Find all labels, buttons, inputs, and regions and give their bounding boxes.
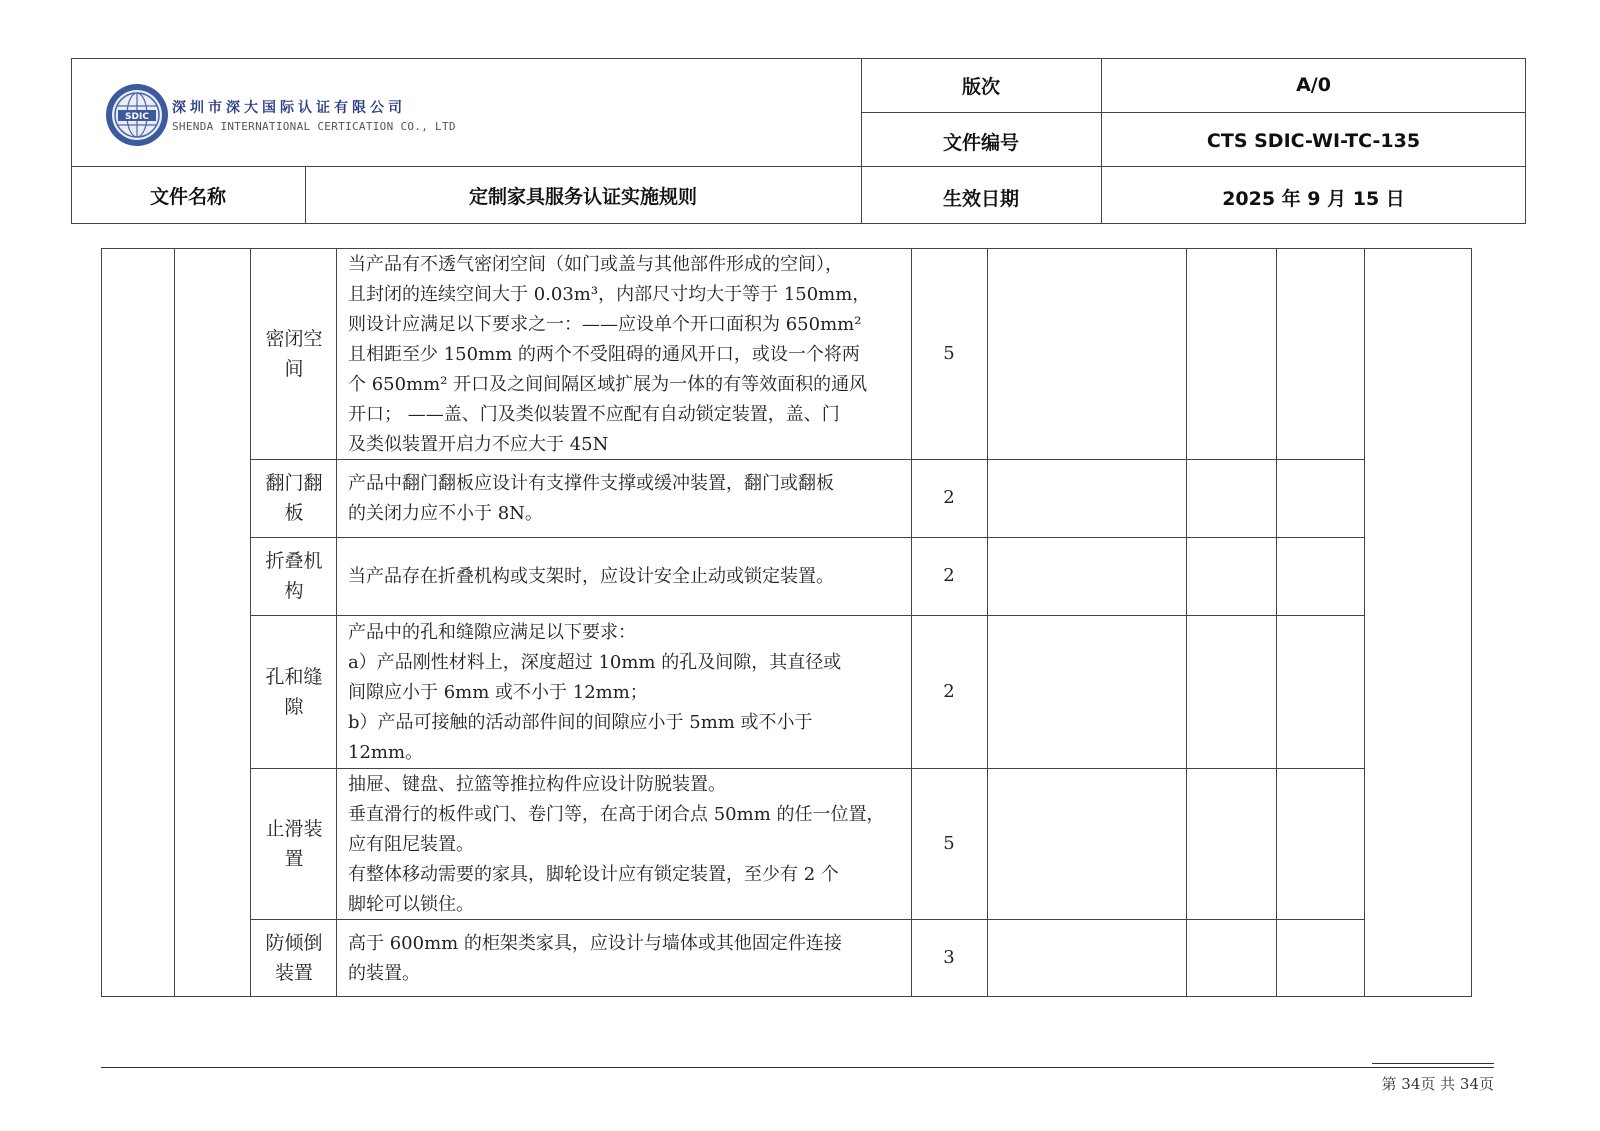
item-name: 密闭空间 [265, 327, 323, 380]
score-value: 5 [943, 832, 955, 854]
table-col-divider [336, 248, 337, 997]
score-value: 5 [943, 342, 955, 364]
requirement-text [338, 615, 911, 768]
svg-text:SDIC: SDIC [125, 112, 149, 122]
requirement-line: 的关闭力应不小于 8N。 [348, 503, 543, 524]
requirement-text [338, 459, 911, 537]
item-name: 止滑装置 [265, 817, 323, 870]
company-logo [104, 82, 456, 148]
requirement-line: 当产品有不透气密闭空间（如门或盖与其他部件形成的空间）， [348, 253, 843, 275]
doc-number-label: 文件编号 [942, 131, 1019, 154]
requirement-line: 高于 600mm 的柜架类家具，应设计与墙体或其他固定件连接 [348, 933, 842, 954]
requirement-line: 产品中的孔和缝隙应满足以下要求： [348, 621, 636, 643]
table-col-divider [1186, 248, 1187, 997]
requirement-line: 且相距至少 150mm 的两个不受阻碍的通风开口，或设一个将两 [348, 343, 860, 365]
requirement-line: 有整体移动需要的家具，脚轮设计应有锁定装置，至少有 2 个 [348, 863, 839, 885]
requirement-line: 应有阻尼装置。 [348, 833, 474, 855]
requirement-text [338, 248, 911, 459]
table-col-divider [1276, 248, 1277, 997]
score-value: 2 [943, 565, 955, 586]
score-value: 2 [943, 680, 955, 702]
requirement-line: 当产品存在折叠机构或支架时，应设计安全止动或锁定装置。 [348, 566, 834, 587]
doc-number-value: CTS SDIC-WI-TC-135 [1206, 130, 1421, 152]
item-name: 折叠机构 [265, 550, 323, 602]
effective-date-value: 2025 年 9 月 15 日 [1222, 187, 1405, 210]
table-col-divider [987, 248, 988, 997]
company-name-cn: 深圳市深大国际认证有限公司 [172, 100, 406, 116]
header-divider [861, 112, 1526, 113]
item-name: 翻门翻板 [265, 472, 323, 524]
table-col-divider [174, 248, 175, 997]
version-value: A/0 [1296, 74, 1331, 96]
requirement-line: 12mm。 [348, 741, 424, 763]
requirement-line: 产品中翻门翻板应设计有支撑件支撑或缓冲装置，翻门或翻板 [348, 473, 834, 494]
requirement-line: 抽屉、键盘、拉篮等推拉构件应设计防脱装置。 [348, 773, 726, 795]
requirement-line: 脚轮可以锁住。 [348, 893, 474, 915]
footer-rule-short [1372, 1063, 1494, 1064]
requirement-line: 垂直滑行的板件或门、卷门等，在高于闭合点 50mm 的任一位置， [348, 803, 885, 825]
requirement-text [338, 537, 911, 615]
requirement-line: 个 650mm² 开口及之间间隔区域扩展为一体的有等效面积的通风 [348, 373, 868, 395]
requirement-line: a）产品刚性材料上，深度超过 10mm 的孔及间隙，其直径或 [348, 651, 842, 673]
effective-date-label: 生效日期 [942, 187, 1019, 210]
requirement-line: 间隙应小于 6mm 或不小于 12mm； [348, 681, 648, 703]
score-value: 3 [943, 947, 955, 968]
requirement-line: 则设计应满足以下要求之一：——应设单个开口面积为 650mm² [348, 313, 862, 335]
item-name: 防倾倒装置 [265, 932, 323, 984]
requirement-line: b）产品可接触的活动部件间的间隙应小于 5mm 或不小于 [348, 711, 813, 733]
requirement-text [338, 919, 911, 997]
requirement-line: 及类似装置开启力不应大于 45N [348, 433, 609, 455]
version-label: 版次 [961, 75, 1000, 98]
company-name-en: SHENDA INTERNATIONAL CERTICATION CO., LTD [172, 120, 456, 133]
requirement-line: 开口； ——盖、门及类似装置不应配有自动锁定装置，盖、门 [348, 403, 840, 425]
doc-name-label: 文件名称 [149, 185, 226, 208]
doc-name-value: 定制家具服务认证实施规则 [468, 185, 697, 208]
table-col-divider [1364, 248, 1365, 997]
page-number: 第 34页 共 34页 [1381, 1075, 1494, 1093]
sdic-globe-logo-icon [104, 82, 170, 148]
requirement-line: 且封闭的连续空间大于 0.03m³，内部尺寸均大于等于 150mm， [348, 283, 871, 305]
item-name: 孔和缝隙 [265, 665, 323, 718]
requirement-line: 的装置。 [348, 963, 420, 984]
table-col-divider [250, 248, 251, 997]
footer-rule [101, 1067, 1494, 1068]
score-value: 2 [943, 487, 955, 508]
requirement-text [338, 768, 911, 919]
